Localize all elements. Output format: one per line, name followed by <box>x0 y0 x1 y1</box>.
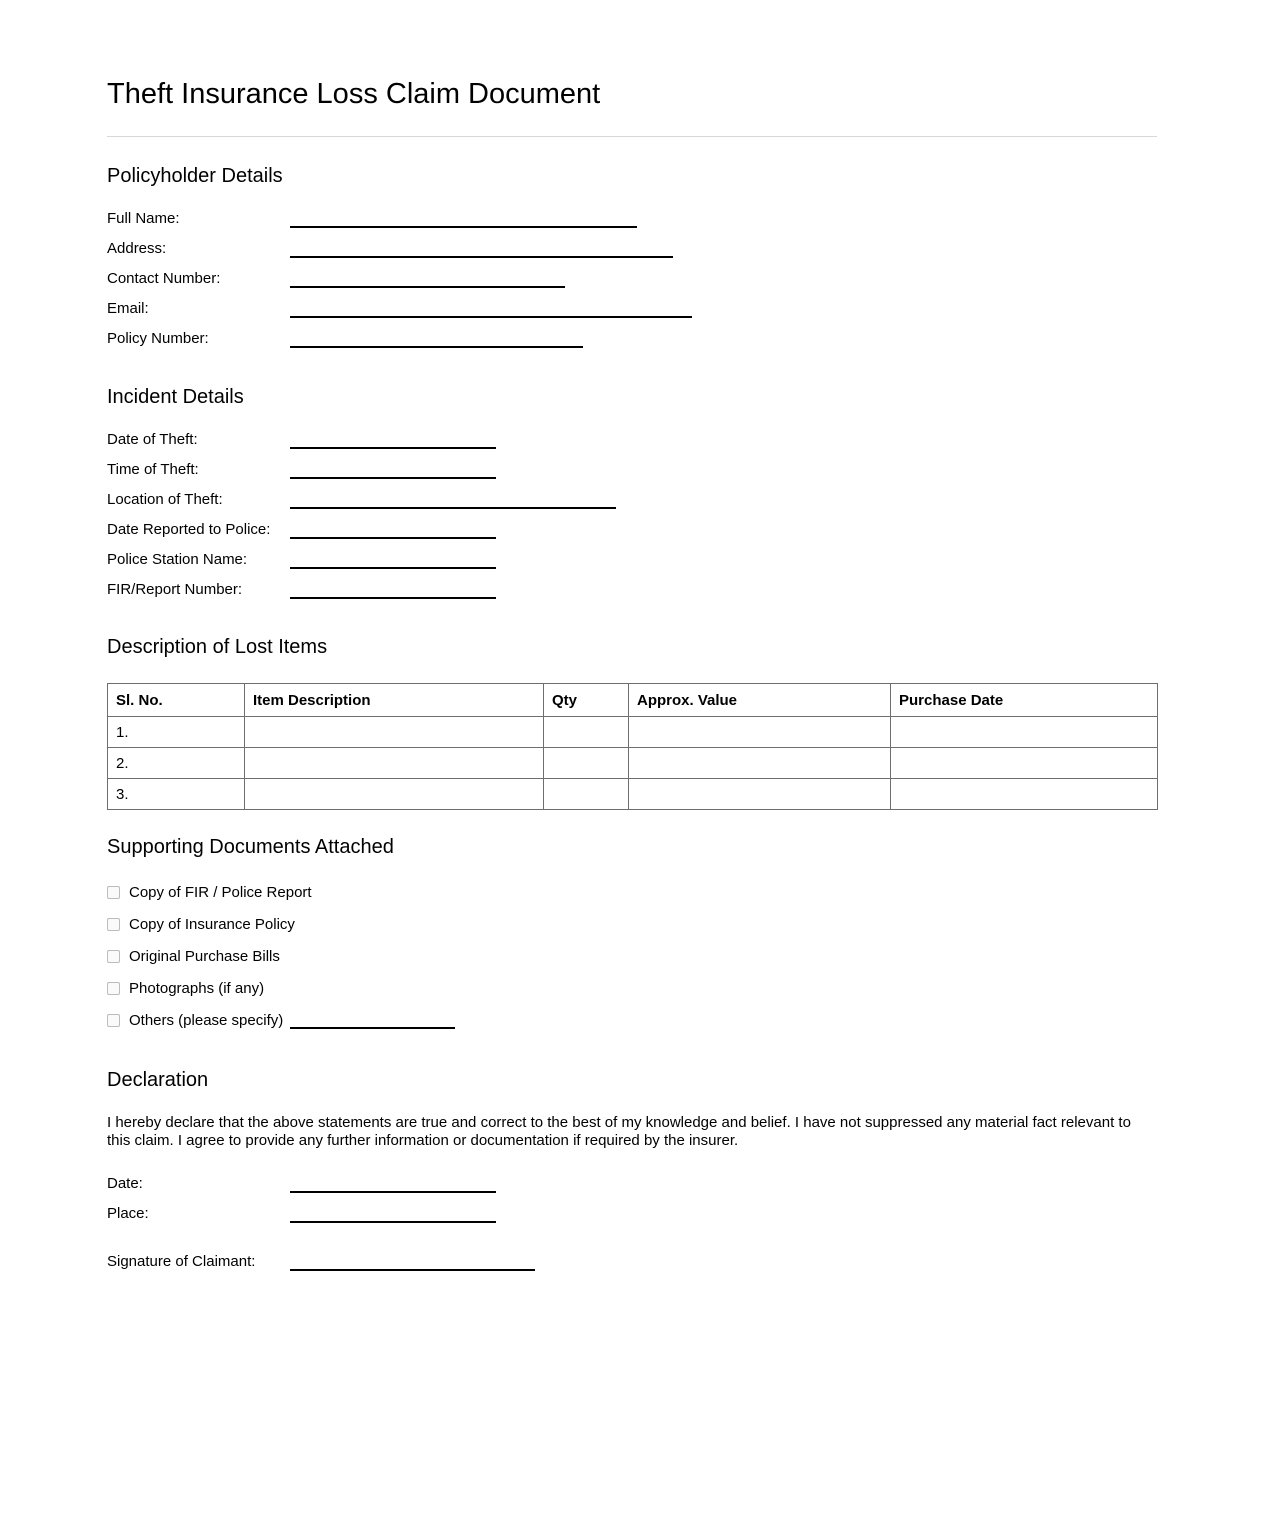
column-header-item-description: Item Description <box>245 684 544 717</box>
checklist-label: Original Purchase Bills <box>129 947 280 965</box>
policyholder-fields <box>107 203 1157 353</box>
checklist-item-insurance-policy-copy <box>107 908 1157 940</box>
field-email <box>107 293 1157 323</box>
section-supporting-docs <box>107 836 1157 1036</box>
field-fir-number <box>107 574 1157 604</box>
address-label: Address: <box>107 239 167 257</box>
date-reported-blank-line <box>290 521 496 539</box>
table-row <box>108 779 1158 810</box>
field-contact-number <box>107 263 1157 293</box>
column-header-approx-value: Approx. Value <box>629 684 891 717</box>
checkbox-fir-copy[interactable] <box>107 886 120 899</box>
cell-sl-no: 1. <box>108 717 245 748</box>
section-lost-items <box>107 636 1157 810</box>
incident-fields <box>107 424 1157 604</box>
table-row <box>108 717 1158 748</box>
cell-sl-no: 3. <box>108 779 245 810</box>
section-declaration <box>107 1069 1157 1276</box>
full-name-label: Full Name: <box>107 209 180 227</box>
page-title: Theft Insurance Loss Claim Document <box>107 78 601 110</box>
checklist-label: Others (please specify) <box>129 1011 284 1029</box>
cell-purchase-date <box>891 779 1158 810</box>
cell-approx-value <box>629 748 891 779</box>
cell-purchase-date <box>891 717 1158 748</box>
fir-number-label: FIR/Report Number: <box>107 580 243 598</box>
address-blank-line <box>290 240 673 258</box>
column-header-purchase-date: Purchase Date <box>891 684 1158 717</box>
declaration-text: I hereby declare that the above statements are true and correct to the best of my knowledge and belief. I have not suppressed any material fact relevant to this claim. I agree to provide any further information or documentation if required by the insurer. <box>107 1114 1131 1149</box>
checklist-item-purchase-bills <box>107 940 1157 972</box>
cell-item-description <box>245 779 544 810</box>
cell-sl-no: 2. <box>108 748 245 779</box>
field-place <box>107 1198 1157 1228</box>
cell-item-description <box>245 748 544 779</box>
cell-qty <box>544 779 629 810</box>
column-header-sl-no: Sl. No. <box>108 684 245 717</box>
place-label: Place: <box>107 1204 149 1222</box>
checklist-label: Copy of FIR / Police Report <box>129 883 312 901</box>
date-of-theft-blank-line <box>290 431 496 449</box>
declaration-heading: Declaration <box>107 1069 209 1092</box>
date-of-theft-label: Date of Theft: <box>107 430 198 448</box>
email-label: Email: <box>107 299 149 317</box>
field-policy-number <box>107 323 1157 353</box>
email-blank-line <box>290 300 692 318</box>
column-header-qty: Qty <box>544 684 629 717</box>
fir-number-blank-line <box>290 581 496 599</box>
date-reported-label: Date Reported to Police: <box>107 520 271 538</box>
field-police-station <box>107 544 1157 574</box>
date-blank-line <box>290 1175 496 1193</box>
checkbox-others[interactable] <box>107 1014 120 1027</box>
field-location-of-theft <box>107 484 1157 514</box>
incident-heading: Incident Details <box>107 386 244 409</box>
field-date <box>107 1168 1157 1198</box>
contact-number-blank-line <box>290 270 565 288</box>
lost-items-heading: Description of Lost Items <box>107 636 328 659</box>
field-time-of-theft <box>107 454 1157 484</box>
field-date-reported <box>107 514 1157 544</box>
field-address <box>107 233 1157 263</box>
full-name-blank-line <box>290 210 637 228</box>
police-station-label: Police Station Name: <box>107 550 248 568</box>
checkbox-insurance-policy-copy[interactable] <box>107 918 120 931</box>
signature-label: Signature of Claimant: <box>107 1252 256 1270</box>
checklist-item-others <box>107 1004 1157 1036</box>
cell-qty <box>544 748 629 779</box>
checklist-label: Photographs (if any) <box>129 979 265 997</box>
time-of-theft-blank-line <box>290 461 496 479</box>
supporting-docs-heading: Supporting Documents Attached <box>107 836 394 859</box>
table-row <box>108 748 1158 779</box>
others-specify-blank-line <box>290 1015 455 1029</box>
title-divider <box>107 136 1157 137</box>
place-blank-line <box>290 1205 496 1223</box>
checkbox-photographs[interactable] <box>107 982 120 995</box>
field-signature <box>107 1246 1157 1276</box>
policy-number-blank-line <box>290 330 583 348</box>
police-station-blank-line <box>290 551 496 569</box>
location-of-theft-label: Location of Theft: <box>107 490 223 508</box>
field-full-name <box>107 203 1157 233</box>
time-of-theft-label: Time of Theft: <box>107 460 199 478</box>
cell-qty <box>544 717 629 748</box>
declaration-fields <box>107 1168 1157 1276</box>
checklist-label: Copy of Insurance Policy <box>129 915 295 933</box>
policyholder-heading: Policyholder Details <box>107 165 283 188</box>
section-incident <box>107 386 1157 604</box>
checkbox-purchase-bills[interactable] <box>107 950 120 963</box>
contact-number-label: Contact Number: <box>107 269 221 287</box>
policy-number-label: Policy Number: <box>107 329 209 347</box>
signature-blank-line <box>290 1253 535 1271</box>
cell-item-description <box>245 717 544 748</box>
section-policyholder <box>107 165 1157 353</box>
cell-approx-value <box>629 779 891 810</box>
cell-purchase-date <box>891 748 1158 779</box>
date-label: Date: <box>107 1174 143 1192</box>
table-header-row <box>108 684 1158 717</box>
supporting-docs-checklist <box>107 876 1157 1036</box>
checklist-item-photographs <box>107 972 1157 1004</box>
cell-approx-value <box>629 717 891 748</box>
field-date-of-theft <box>107 424 1157 454</box>
lost-items-table <box>107 683 1158 810</box>
checklist-item-fir-copy <box>107 876 1157 908</box>
location-of-theft-blank-line <box>290 491 616 509</box>
